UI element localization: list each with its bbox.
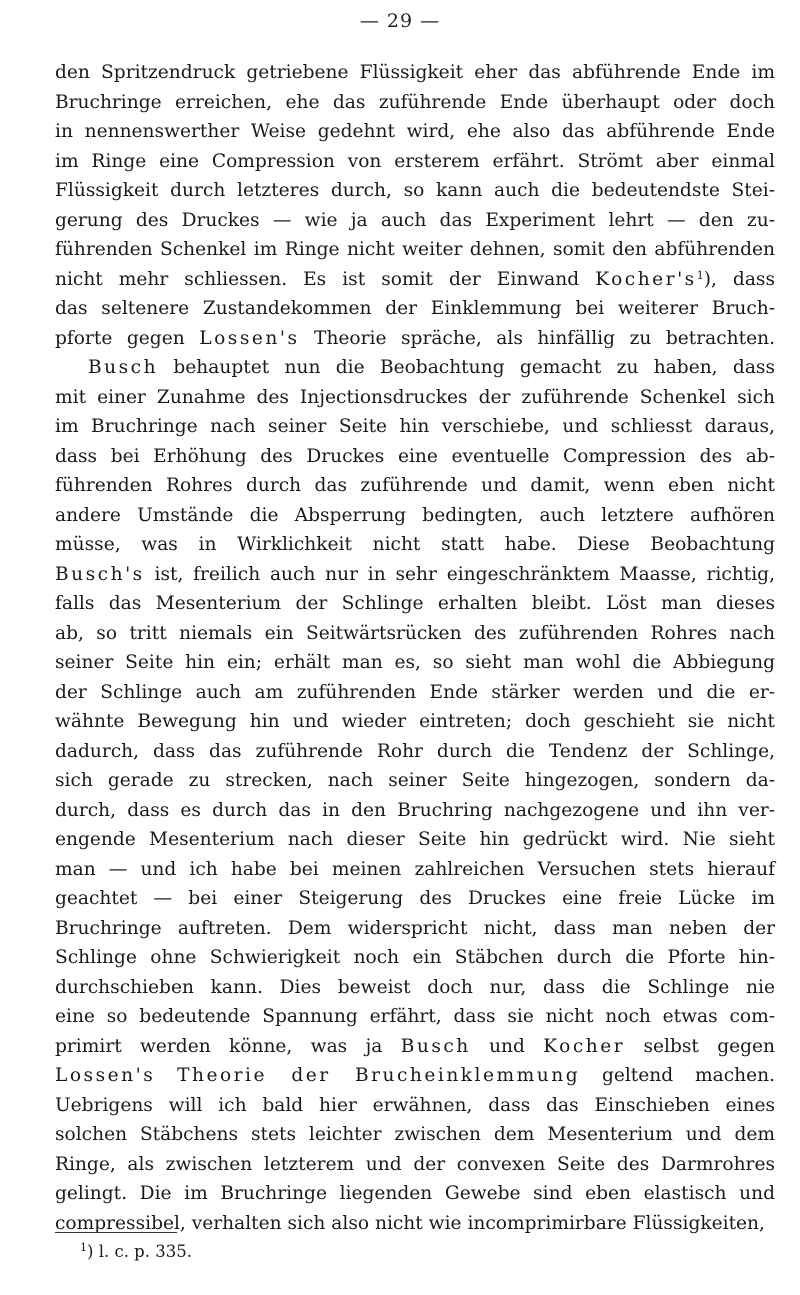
- text-line: [55, 324, 775, 354]
- text-line: dadurch, dass das zuführende Rohr durch die Tendenz der Schlinge,: [55, 740, 775, 762]
- text-segment: ist, freilich auch nur in sehr eingeschränktem Maasse, richtig,: [144, 563, 775, 585]
- text-segment: pforte gegen: [55, 327, 200, 349]
- text-segment: Theorie spräche, als hinfällig zu betrachten.: [299, 327, 775, 349]
- text-line: Schlinge ohne Schwierigkeit noch ein Stäbchen durch die Pforte hin-: [55, 947, 775, 968]
- footnote-text: l. c. p. 335.: [98, 1242, 192, 1261]
- spaced-name: Busch: [88, 357, 159, 378]
- text-line: ab, so tritt niemals ein Seitwärtsrücken des zuführenden Rohres nach: [55, 622, 775, 644]
- text-segment: nicht mehr schliessen. Es ist somit der Einwand: [55, 268, 596, 290]
- footnote: $^1$) l. c. p. 335.: [80, 1241, 192, 1261]
- text-line: compressibel, verhalten sich also nicht wie incomprimirbare Flüssigkeiten,: [55, 1212, 765, 1234]
- text-line: Flüssigkeit durch letzteres durch, so kann auch die bedeutendste Stei-: [55, 180, 775, 201]
- text-segment: [155, 1065, 177, 1086]
- text-line: [55, 1032, 775, 1062]
- text-segment: und: [470, 1035, 544, 1057]
- text-line: durch, dass es durch das in den Bruchring nachgezogene und ihn ver-: [55, 799, 775, 821]
- spaced-name: Lossen's: [55, 1065, 156, 1086]
- spaced-name: Lossen's: [199, 327, 300, 349]
- spaced-name: Kocher: [543, 1035, 626, 1057]
- spaced-name: Kocher's: [595, 268, 697, 290]
- text-line: [55, 1061, 775, 1091]
- text-line: den Spritzendruck getriebene Flüssigkeit eher das abführende Ende im: [55, 62, 775, 83]
- spaced-name: Busch: [400, 1035, 471, 1057]
- text-line: [55, 353, 775, 383]
- text-line: Ringe, als zwischen letzterem und der convexen Seite des Darmrohres: [55, 1153, 775, 1175]
- spaced-name: Theorie der Brucheinklemmung: [177, 1065, 581, 1086]
- footnote-ref-paren: ): [703, 268, 711, 290]
- text-line: im Ringe eine Compression von ersterem erfährt. Strömt aber einmal: [55, 150, 775, 172]
- text-line: führenden Schenkel im Ringe nicht weiter dehnen, somit den abführenden: [55, 239, 775, 260]
- text-line: führenden Rohres durch das zuführende und damit, wenn eben nicht: [55, 475, 775, 496]
- text-line: in nennenswerther Weise gedehnt wird, ehe also das abführende Ende: [55, 121, 775, 142]
- text-line: gerung des Druckes — wie ja auch das Experiment lehrt — den zu-: [55, 209, 775, 231]
- text-line: gelingt. Die im Bruchringe liegenden Gewebe sind eben elastisch und: [55, 1183, 775, 1204]
- text-line: der Schlinge auch am zuführenden Ende stärker werden und die er-: [55, 681, 775, 703]
- spaced-name: Busch's: [55, 563, 145, 585]
- text-segment: selbst gegen: [625, 1035, 775, 1057]
- text-line: durchschieben kann. Dies beweist doch nur, dass die Schlinge nie: [55, 976, 775, 998]
- footnote-ref: 1: [696, 268, 704, 282]
- text-line: wähnte Bewegung hin und wieder eintreten; doch geschieht sie nicht: [55, 711, 775, 732]
- text-line: [55, 265, 775, 295]
- text-line: engende Mesenterium nach dieser Seite hin gedrückt wird. Nie sieht: [55, 829, 775, 850]
- text-line: im Bruchringe nach seiner Seite hin verschiebe, und schliesst daraus,: [55, 416, 775, 437]
- text-line: man — und ich habe bei meinen zahlreichen Versuchen stets hierauf: [55, 858, 775, 880]
- text-segment: primirt werden könne, was ja: [55, 1035, 401, 1057]
- text-line: Bruchringe erreichen, ehe das zuführende Ende überhaupt oder doch: [55, 91, 775, 113]
- text-line: mit einer Zunahme des Injectionsdruckes der zuführende Schenkel sich: [55, 386, 775, 408]
- text-line: falls das Mesenterium der Schlinge erhalten bleibt. Löst man dieses: [55, 593, 775, 614]
- text-line: [55, 560, 775, 590]
- text-line: seiner Seite hin ein; erhält man es, so sieht man wohl die Abbiegung: [55, 652, 775, 673]
- text-line: eine so bedeutende Spannung erfährt, dass sie nicht noch etwas com-: [55, 1006, 775, 1027]
- text-line: solchen Stäbchens stets leichter zwischen dem Mesenterium und dem: [55, 1124, 775, 1145]
- text-line: dass bei Erhöhung des Druckes eine eventuelle Compression des ab-: [55, 445, 775, 467]
- text-segment: geltend machen.: [580, 1065, 775, 1086]
- text-line: sich gerade zu strecken, nach seiner Seite hingezogen, sondern da-: [55, 770, 775, 791]
- text-line: andere Umstände die Absperrung bedingten, auch letztere aufhören: [55, 504, 775, 526]
- text-line: geachtet — bei einer Steigerung des Druckes eine freie Lücke im: [55, 888, 775, 909]
- footnote-marker: 1: [80, 1241, 87, 1254]
- page-number: — 29 —: [359, 10, 441, 32]
- text-line: müsse, was in Wirklichkeit nicht statt habe. Diese Beobachtung: [55, 534, 775, 555]
- text-segment: , dass: [711, 268, 775, 290]
- text-segment: behauptet nun die Beobachtung gemacht zu haben, dass: [158, 357, 775, 378]
- text-line: Uebrigens will ich bald hier erwähnen, dass das Einschieben eines: [55, 1094, 775, 1116]
- text-line: Bruchringe auftreten. Dem widerspricht nicht, dass man neben der: [55, 917, 775, 939]
- text-line: das seltenere Zustandekommen der Einklemmung bei weiterer Bruch-: [55, 298, 775, 319]
- body-text: [55, 58, 775, 1238]
- footnote-divider: [55, 1232, 177, 1233]
